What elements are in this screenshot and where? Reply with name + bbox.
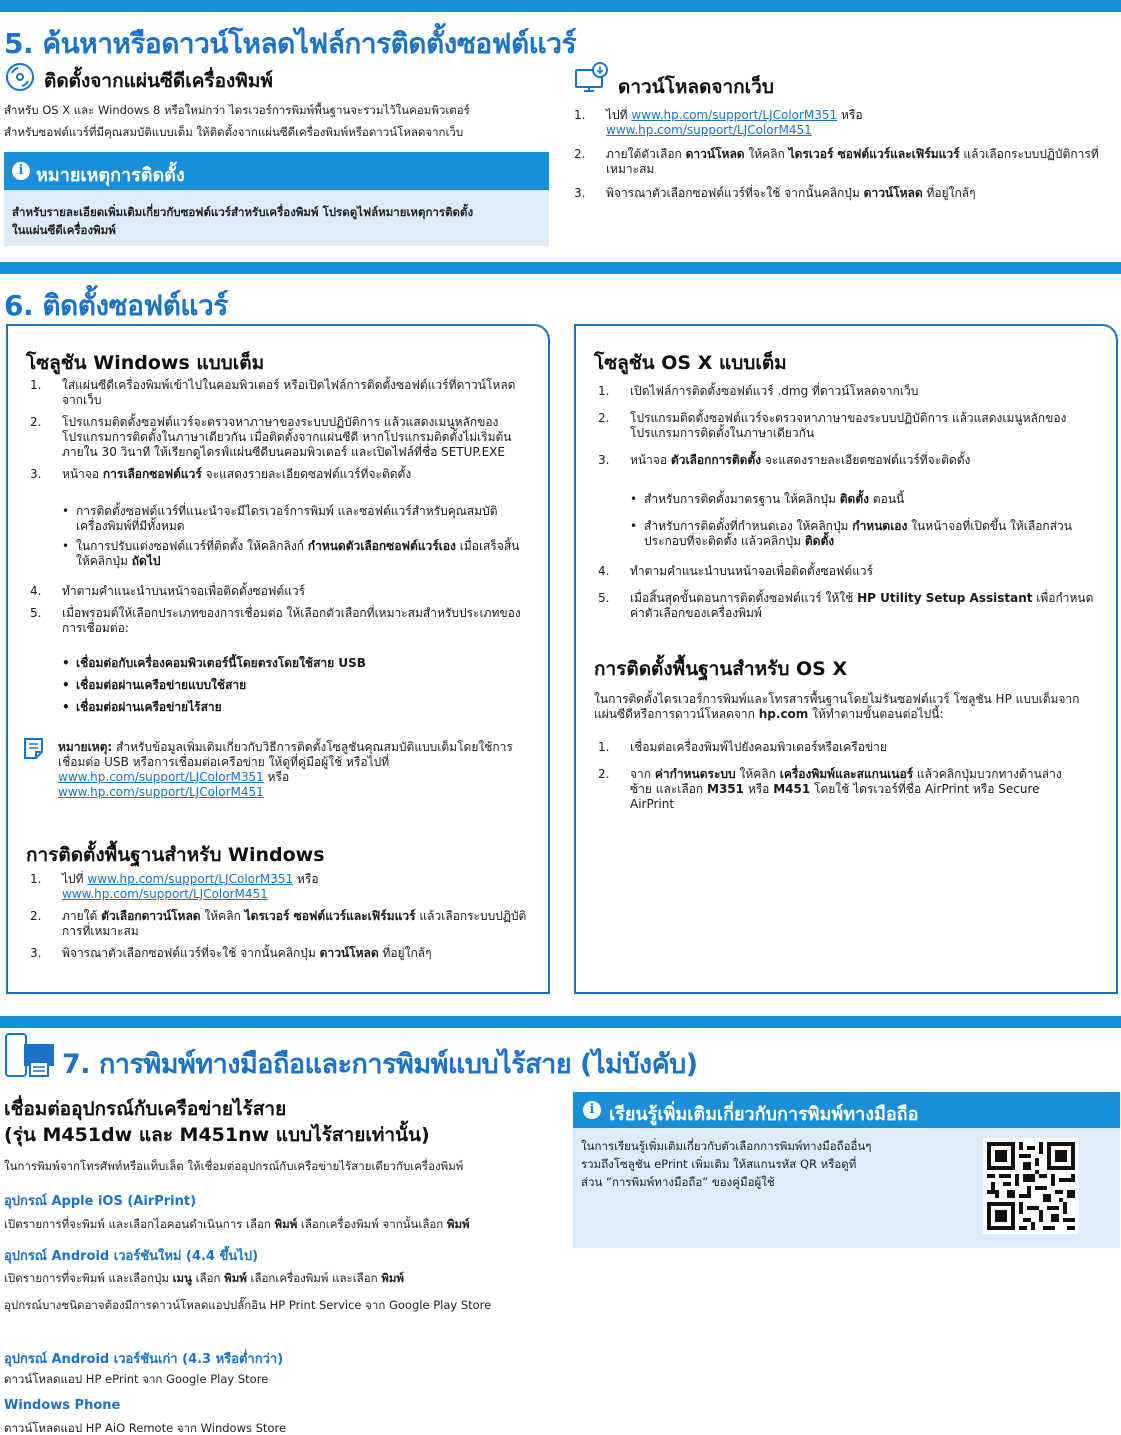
windows-full-heading: โซลูชัน Windows แบบเต็ม bbox=[26, 352, 265, 374]
osx-basic-intro: ในการติดตั้งไดรเวอร์การพิมพ์และโทรสารพื้นฐานโดยไม่รันซอฟต์แวร์ โซลูชัน HP แบบเต็มจากแผ่นซีดีหรือการดาวน์โหลดจาก hp.com ให้ทำตามขั้นตอนต่อไปนี้: bbox=[594, 692, 1080, 721]
connection-usb: • เชื่อมต่อกับเครื่องคอมพิวเตอร์นี้โดยตรงโดยใช้สาย USB bbox=[62, 656, 366, 670]
cd-icon bbox=[4, 62, 36, 92]
windows-steps bbox=[30, 378, 530, 484]
android-new-text: เปิดรายการที่จะพิมพ์ และเลือกปุ่ม เมนู เลือก พิมพ์ เลือกเครื่องพิมพ์ และเลือก พิมพ์ bbox=[4, 1271, 405, 1285]
cd-heading: ติดตั้งจากแผ่นซีดีเครื่องพิมพ์ bbox=[44, 70, 273, 92]
win-step-3: 3. หน้าจอ การเลือกซอฟต์แวร์ จะแสดงรายละเอียดซอฟต์แวร์ที่จะติดตั้ง bbox=[30, 467, 412, 481]
osx-steps bbox=[598, 384, 1098, 475]
learn-more-text-3: ส่วน “การพิมพ์ทางมือถือ” ของคู่มือผู้ใช้ bbox=[581, 1175, 775, 1189]
learn-more-title: เรียนรู้เพิ่มเติมเกี่ยวกับการพิมพ์ทางมือถือ bbox=[609, 1104, 919, 1125]
link-lj-m351[interactable]: www.hp.com/support/LJColorM351 bbox=[631, 108, 838, 122]
osx-step-3: 3. หน้าจอ ตัวเลือกการติดตั้ง จะแสดงรายละเอียดซอฟต์แวร์ที่จะติดตั้ง bbox=[598, 453, 971, 467]
osx-full-heading: โซลูชัน OS X แบบเต็ม bbox=[594, 352, 787, 374]
winbasic-link-m351[interactable]: www.hp.com/support/LJColorM351 bbox=[87, 872, 294, 886]
win-bullet-1: • การติดตั้งซอฟต์แวร์ที่แนะนำจะมีไดรเวอร์การพิมพ์ และซอฟต์แวร์สำหรับคุณสมบัติเครื่องพิมพ์ที่มีทั้งหมด bbox=[62, 504, 498, 533]
cd-line-2: สำหรับซอฟต์แวร์ที่มีคุณสมบัติแบบเต็ม ให้ติดตั้งจากแผ่นซีดีเครื่องพิมพ์หรือดาวน์โหลดจากเว็บ bbox=[4, 125, 464, 139]
learn-more-body bbox=[573, 1128, 1120, 1248]
install-note-header bbox=[4, 152, 549, 190]
android-old-text: ดาวน์โหลดแอป HP ePrint จาก Google Play Store bbox=[4, 1372, 269, 1386]
windows-steps-cont bbox=[30, 584, 530, 643]
qr-code-icon[interactable] bbox=[983, 1138, 1079, 1234]
android-new-title: อุปกรณ์ Android เวอร์ชันใหม่ (4.4 ขึ้นไป) bbox=[4, 1249, 259, 1264]
wireless-heading-2: (รุ่น M451dw และ M451nw แบบไร้สายเท่านั้น) bbox=[4, 1124, 430, 1146]
section6-title: 6. ติดตั้งซอฟต์แวร์ bbox=[4, 289, 228, 322]
osx-step-4: 4. ทำตามคำแนะนำบนหน้าจอเพื่อติดตั้งซอฟต์แวร์ bbox=[598, 564, 874, 578]
windows-card bbox=[6, 324, 550, 994]
link-lj-m451[interactable]: www.hp.com/support/LJColorM451 bbox=[606, 123, 812, 137]
section5-title: 5. ค้นหาหรือดาวน์โหลดไฟล์การติดตั้งซอฟต์แวร์ bbox=[4, 27, 576, 60]
web-step-2: 2. ภายใต้ตัวเลือก ดาวน์โหลด ให้คลิก ไดรเวอร์ ซอฟต์แวร์และเฟิร์มแวร์ แล้วเลือกระบบปฏิบัติการที่เหมาะสม bbox=[574, 147, 1099, 176]
connection-options bbox=[30, 656, 526, 720]
winbasic-step-2: 2. ภายใต้ ตัวเลือกดาวน์โหลด ให้คลิก ไดรเวอร์ ซอฟต์แวร์และเฟิร์มแวร์ แล้วเลือกระบบปฏิบัติการที่เหมาะสม bbox=[30, 909, 527, 938]
cd-heading-row bbox=[4, 62, 544, 92]
mobile-print-icon bbox=[4, 1032, 56, 1082]
win-step-2: 2. โปรแกรมติดตั้งซอฟต์แวร์จะตรวจหาภาษาของระบบปฏิบัติการ แล้วแสดงเมนูหลักของโปรแกรมการติดตั้งในภาษาเดียวกัน เมื่อติดตั้งจากแผ่นซีดี หากโปรแกรมติดตั้งไม่เริ่มต้นภายใน 30 วินาที ให้เรียกดูไดรฟ์แผ่นซีดีบนคอมพิวเตอร์ และเปิดไฟล์ที่ชื่อ SETUP.EXE bbox=[30, 415, 512, 459]
windows-basic-steps bbox=[30, 872, 530, 968]
osx-bullet-custom: • สำหรับการติดตั้งที่กำหนดเอง ให้คลิกปุ่ม กำหนดเอง ในหน้าจอที่เปิดขึ้น ให้เลือกส่วนประกอบที่จะติดตั้ง แล้วคลิกปุ่ม ติดตั้ง bbox=[630, 519, 1072, 548]
note-link-m351[interactable]: www.hp.com/support/LJColorM351 bbox=[58, 770, 264, 784]
windows-note: หมายเหตุ: สำหรับข้อมูลเพิ่มเติมเกี่ยวกับวิธีการติดตั้งโซลูชันคุณสมบัติแบบเต็มโดยใช้การเชื่อมต่อ USB หรือการเชื่อมต่อเครือข่าย ให้ดูที่คู่มือผู้ใช้ หรือไปที่ www.hp.com/support/LJColorM351 หรือ www.hp.com/support/LJColorM451 bbox=[58, 740, 513, 799]
windows-step3-bullets bbox=[30, 504, 526, 574]
section6-top-bar bbox=[0, 262, 1121, 274]
ios-text: เปิดรายการที่จะพิมพ์ และเลือกไอคอนดำเนินการ เลือก พิมพ์ เลือกเครื่องพิมพ์ จากนั้นเลือก พิมพ์ bbox=[4, 1217, 470, 1231]
win-step-4: 4. ทำตามคำแนะนำบนหน้าจอเพื่อติดตั้งซอฟต์แวร์ bbox=[30, 584, 306, 598]
note-icon bbox=[22, 736, 48, 762]
web-steps bbox=[574, 108, 1114, 208]
web-step-3: 3. พิจารณาตัวเลือกซอฟต์แวร์ที่จะใช้ จากนั้นคลิกปุ่ม ดาวน์โหลด ที่อยู่ใกล้ๆ bbox=[574, 186, 976, 200]
learn-more-text-1: ในการเรียนรู้เพิ่มเติมเกี่ยวกับตัวเลือกการพิมพ์ทางมือถืออื่นๆ bbox=[581, 1139, 872, 1153]
wireless-intro: ในการพิมพ์จากโทรศัพท์หรือแท็บเล็ต ให้เชื่อมต่ออุปกรณ์กับเครือข่ายไร้สายเดียวกับเครื่องพิมพ์ bbox=[4, 1159, 464, 1173]
info-icon: i bbox=[12, 162, 30, 180]
install-note-text-1: สำหรับรายละเอียดเพิ่มเติมเกี่ยวกับซอฟต์แวร์สำหรับเครื่องพิมพ์ โปรดดูไฟล์หมายเหตุการติดตั้ง bbox=[12, 205, 474, 219]
connection-wireless: • เชื่อมต่อผ่านเครือข่ายไร้สาย bbox=[62, 700, 222, 714]
web-heading-row bbox=[574, 62, 1114, 96]
android-new-note: อุปกรณ์บางชนิดอาจต้องมีการดาวน์โหลดแอปปลั๊กอิน HP Print Service จาก Google Play Store bbox=[4, 1298, 492, 1312]
osx-step-2: 2. โปรแกรมติดตั้งซอฟต์แวร์จะตรวจหาภาษาของระบบปฏิบัติการ แล้วแสดงเมนูหลักของโปรแกรมการติดตั้งในภาษาเดียวกัน bbox=[598, 411, 1067, 440]
windows-basic-heading: การติดตั้งพื้นฐานสำหรับ Windows bbox=[26, 844, 325, 866]
windows-phone-title: Windows Phone bbox=[4, 1398, 121, 1413]
winbasic-step-3: 3. พิจารณาตัวเลือกซอฟต์แวร์ที่จะใช้ จากนั้นคลิกปุ่ม ดาวน์โหลด ที่อยู่ใกล้ๆ bbox=[30, 946, 432, 960]
wireless-heading-1: เชื่อมต่ออุปกรณ์กับเครือข่ายไร้สาย bbox=[4, 1098, 287, 1120]
osx-bullet-standard: • สำหรับการติดตั้งมาตรฐาน ให้คลิกปุ่ม ติดตั้ง ตอนนี้ bbox=[630, 492, 905, 506]
install-note-text-2: ในแผ่นซีดีเครื่องพิมพ์ bbox=[12, 223, 116, 237]
win-step-1: 1. ใส่แผ่นซีดีเครื่องพิมพ์เข้าไปในคอมพิวเตอร์ หรือเปิดไฟล์การติดตั้งซอฟต์แวร์ที่ดาวน์โหลดจากเว็บ bbox=[30, 378, 516, 407]
ios-title: อุปกรณ์ Apple iOS (AirPrint) bbox=[4, 1194, 197, 1209]
osx-step3-bullets bbox=[598, 492, 1098, 554]
winbasic-link-m451[interactable]: www.hp.com/support/LJColorM451 bbox=[62, 887, 268, 901]
web-heading: ดาวน์โหลดจากเว็บ bbox=[618, 76, 774, 98]
monitor-download-icon bbox=[574, 62, 610, 94]
section7-title: 7. การพิมพ์ทางมือถือและการพิมพ์แบบไร้สาย (ไม่บังคับ) bbox=[62, 1049, 698, 1080]
install-note-title: หมายเหตุการติดตั้ง bbox=[36, 165, 185, 186]
osx-step-1: 1. เปิดไฟล์การติดตั้งซอฟต์แวร์ .dmg ที่ดาวน์โหลดจากเว็บ bbox=[598, 384, 919, 398]
windows-phone-text: ดาวน์โหลดแอป HP AiO Remote จาก Windows Store bbox=[4, 1421, 287, 1435]
win-bullet-2: • ในการปรับแต่งซอฟต์แวร์ที่ติดตั้ง ให้คลิกลิงก์ กำหนดตัวเลือกซอฟต์แวร์เอง เมื่อเสร็จสิ้น ให้คลิกปุ่ม ถัดไป bbox=[62, 539, 520, 568]
learn-more-header bbox=[573, 1092, 1120, 1128]
learn-more-text-2: รวมถึงโซลูชัน ePrint เพิ่มเติม ให้สแกนรหัส QR หรือดูที่ bbox=[581, 1157, 857, 1171]
install-note-body bbox=[4, 190, 549, 246]
osx-basic-steps bbox=[598, 740, 1078, 819]
cd-line-1: สำหรับ OS X และ Windows 8 หรือใหม่กว่า ไดรเวอร์การพิมพ์พื้นฐานจะรวมไว้ในคอมพิวเตอร์ bbox=[4, 103, 470, 117]
section7-top-bar bbox=[0, 1016, 1121, 1028]
info-icon-2: i bbox=[583, 1101, 601, 1119]
note-link-m451[interactable]: www.hp.com/support/LJColorM451 bbox=[58, 785, 264, 799]
osx-steps-cont bbox=[598, 564, 1098, 628]
connection-wired: • เชื่อมต่อผ่านเครือข่ายแบบใช้สาย bbox=[62, 678, 247, 692]
osx-card bbox=[574, 324, 1118, 994]
osx-step-5: 5. เมื่อสิ้นสุดขั้นตอนการติดตั้งซอฟต์แวร์ ให้ใช้ HP Utility Setup Assistant เพื่อกำหนดค่าตัวเลือกของเครื่องพิมพ์ bbox=[598, 591, 1094, 620]
winbasic-step-1: 1. ไปที่ www.hp.com/support/LJColorM351 หรือ www.hp.com/support/LJColorM451 bbox=[30, 872, 319, 901]
web-step-1: 1. ไปที่ www.hp.com/support/LJColorM351 หรือ www.hp.com/support/LJColorM451 bbox=[574, 108, 863, 137]
section5-top-bar bbox=[0, 0, 1121, 12]
osx-basic-heading: การติดตั้งพื้นฐานสำหรับ OS X bbox=[594, 658, 848, 680]
osxbasic-step-1: 1. เชื่อมต่อเครื่องพิมพ์ไปยังคอมพิวเตอร์หรือเครือข่าย bbox=[598, 740, 887, 754]
osxbasic-step-2: 2. จาก ค่ากำหนดระบบ ให้คลิก เครื่องพิมพ์และสแกนเนอร์ แล้วคลิกปุ่มบวกทางด้านล่างซ้าย และเลือก M351 หรือ M451 โดยใช้ ไดรเวอร์ที่ชื่อ AirPrint หรือ Secure AirPrint bbox=[598, 767, 1062, 811]
android-old-title: อุปกรณ์ Android เวอร์ชันเก่า (4.3 หรือต่ำกว่า) bbox=[4, 1352, 284, 1367]
win-step-5: 5. เมื่อพรอมต์ให้เลือกประเภทของการเชื่อมต่อ ให้เลือกตัวเลือกที่เหมาะสมสำหรับประเภทของการเชื่อมต่อ: bbox=[30, 606, 521, 635]
